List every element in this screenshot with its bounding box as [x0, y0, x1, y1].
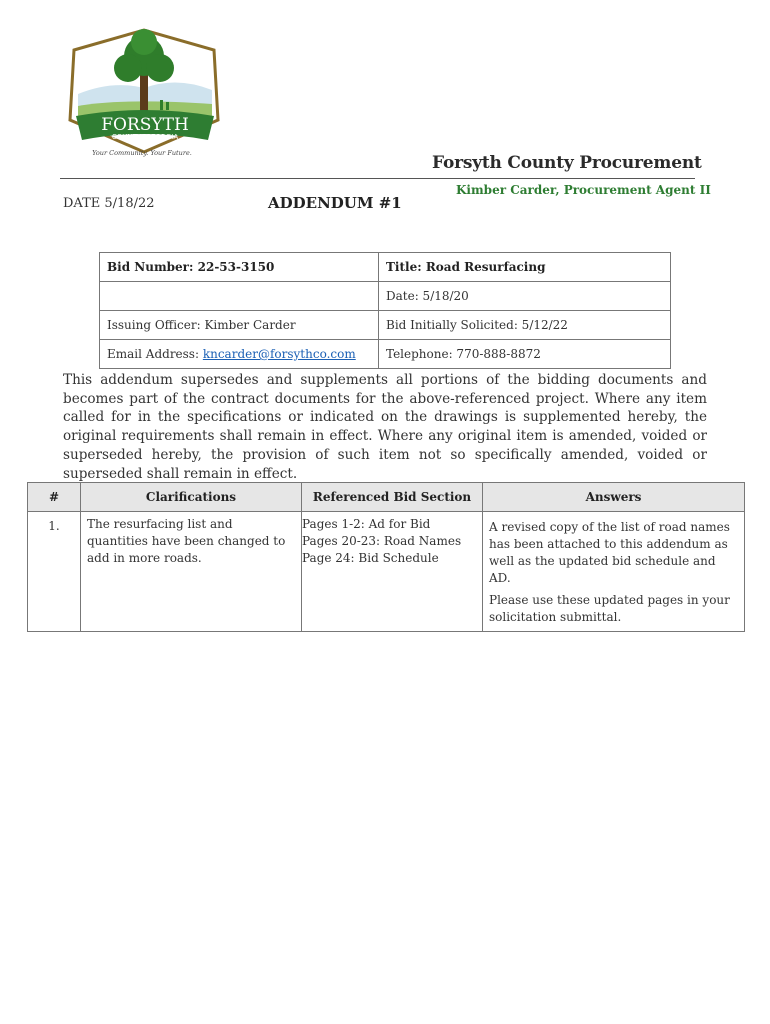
addendum-title: ADDENDUM #1: [268, 194, 402, 212]
col-header-section: Referenced Bid Section: [302, 483, 483, 512]
empty-cell: [100, 282, 379, 311]
table-row: [28, 512, 745, 632]
col-header-number: #: [28, 483, 81, 512]
col-header-clarifications: Clarifications: [81, 483, 302, 512]
email-label: Email Address:: [107, 347, 203, 361]
answer-text: Please use these updated pages in your solicitation submittal.: [489, 593, 730, 624]
email-cell: [100, 340, 379, 369]
col-header-answers: Answers: [483, 483, 745, 512]
bid-title: Title: Road Resurfacing: [379, 253, 671, 282]
table-header-row: [28, 483, 745, 512]
bid-date: Date: 5/18/20: [379, 282, 671, 311]
section-line: Page 24: Bid Schedule: [302, 551, 439, 565]
bid-info-table: [99, 252, 671, 369]
table-row: [100, 282, 671, 311]
table-row: [100, 253, 671, 282]
header-divider: [60, 178, 695, 179]
clarifications-table: [27, 482, 745, 632]
telephone: Telephone: 770-888-8872: [379, 340, 671, 369]
logo-subtitle: COUNTY, GEORGIA: [111, 133, 179, 141]
email-link[interactable]: kncarder@forsythco.com: [202, 347, 356, 361]
clarification-text: The resurfacing list and quantities have been changed to add in more roads.: [81, 512, 302, 632]
table-row: [100, 311, 671, 340]
answer-text: A revised copy of the list of road names has been attached to this addendum as well as the updated bid schedule and AD.: [489, 520, 730, 585]
org-title: Forsyth County Procurement: [432, 153, 702, 173]
section-line: Pages 20-23: Road Names: [302, 534, 462, 548]
document-date: DATE 5/18/22: [63, 196, 155, 211]
section-line: Pages 1-2: Ad for Bid: [302, 517, 431, 531]
agent-name: Kimber Carder, Procurement Agent II: [456, 183, 711, 197]
issuing-officer: Issuing Officer: Kimber Carder: [100, 311, 379, 340]
forsyth-county-logo: [62, 22, 228, 162]
initially-solicited: Bid Initially Solicited: 5/12/22: [379, 311, 671, 340]
row-number: 1.: [28, 512, 81, 632]
table-row: [100, 340, 671, 369]
addendum-paragraph: This addendum supersedes and supplements all portions of the bidding documents and becomes part of the contract documents for the above-referenced project. Where any item called for in the specifications or indicated on the drawings is supplemented hereby, the original requirements shall remain in effect. Where any original item is amended, voided or superseded hereby, the provision of such item not so specifically amended, voided or superseded shall remain in effect.: [63, 372, 707, 482]
answers: [483, 512, 745, 632]
referenced-sections: [302, 512, 483, 632]
logo-tagline: Your Community. Your Future.: [92, 149, 192, 157]
logo-name: FORSYTH: [101, 115, 189, 135]
bid-number: Bid Number: 22-53-3150: [100, 253, 379, 282]
